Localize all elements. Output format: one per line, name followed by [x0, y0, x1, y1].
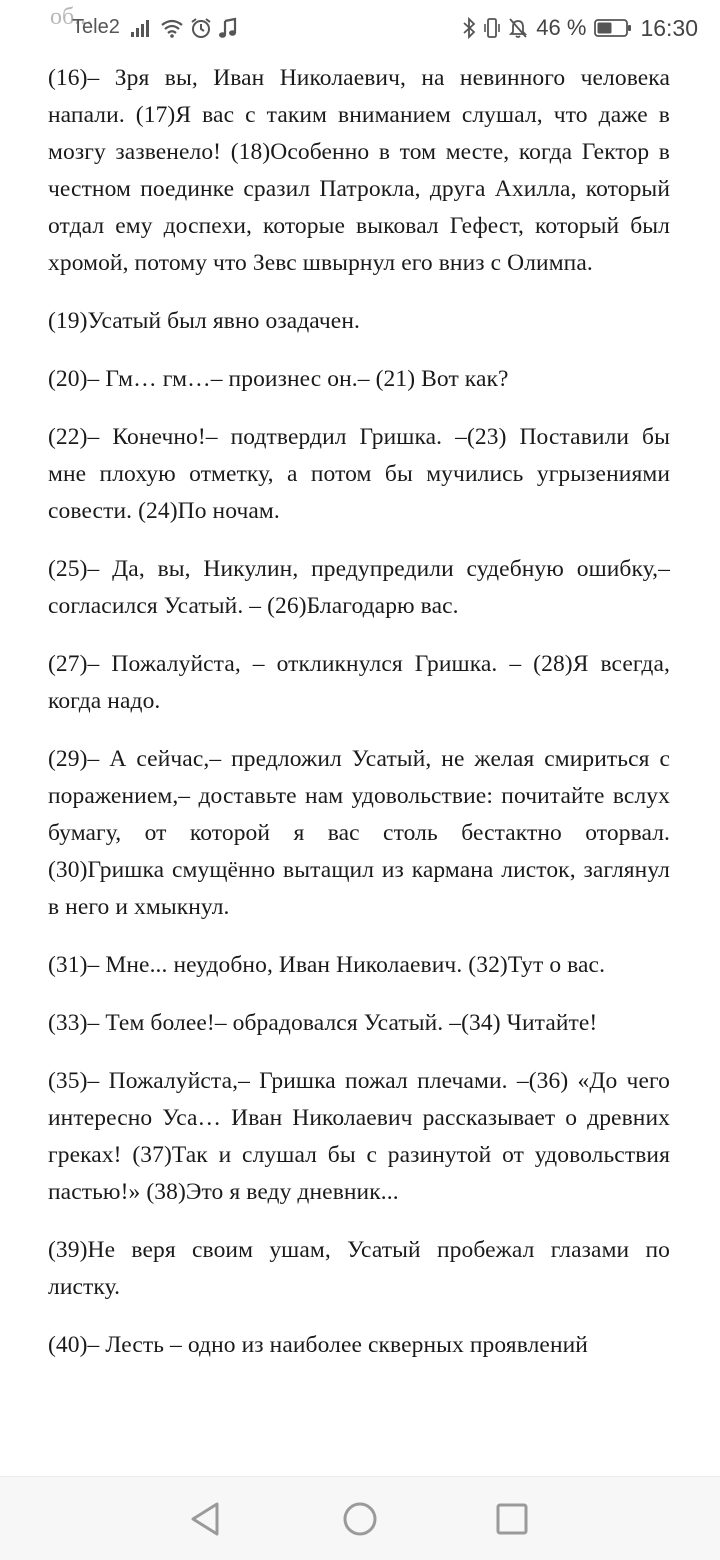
paragraph: (25)– Да, вы, Никулин, предупредили судебную ошибку,– согласился Усатый. – (26)Благодарю вас.: [48, 556, 670, 619]
paragraph: (19)Усатый был явно озадачен.: [48, 308, 360, 334]
alarm-icon: [190, 17, 212, 39]
paragraph: (27)– Пожалуйста, – откликнулся Гришка. – (28)Я всегда, когда надо.: [48, 651, 670, 714]
paragraph: (16)– Зря вы, Иван Николаевич, на невинного человека напали. (17)Я вас с таким вниманием слушал, что даже в мозгу зазвенело! (18)Особенно в том месте, когда Гектор в честном поединке сразил Патрокла, друга Ахилла, который отдал ему доспехи, которые выковал Гефест, который был хромой, потому что Зевс швырнул его вниз с Олимпа.: [48, 65, 670, 276]
paragraph: (29)– А сейчас,– предложил Усатый, не желая смириться с поражением,– доставьте нам удовольствие: почитайте вслух бумагу, от которой я вас столь бестактно оторвал. (30)Гришка смущённо вытащил из кармана листок, заглянул в него и хмыкнул.: [48, 746, 670, 920]
paragraph: (22)– Конечно!– подтвердил Гришка. –(23) Поставили бы мне плохую отметку, а потом бы мучились угрызениями совести. (24)По ночам.: [48, 424, 670, 524]
battery-icon: [594, 18, 632, 38]
navigation-bar: [0, 1476, 720, 1560]
paragraph: (35)– Пожалуйста,– Гришка пожал плечами. –(36) «До чего интересно Уса… Иван Николаевич рассказывает о древних греках! (37)Так и слушал бы с разинутой от удовольствия пастью!» (38)Это я веду дневник...: [48, 1068, 670, 1205]
home-icon: [342, 1501, 378, 1537]
paragraph: (33)– Тем более!– обрадовался Усатый. –(34) Читайте!: [48, 1010, 598, 1036]
signal-icon: [130, 18, 154, 38]
status-bar: [0, 0, 720, 56]
carrier-name: Tele2: [72, 16, 120, 38]
status-ghost-text: об...: [50, 4, 93, 30]
back-button[interactable]: [186, 1499, 226, 1539]
music-icon: [218, 17, 238, 39]
back-icon: [189, 1501, 223, 1537]
vibrate-icon: [484, 17, 500, 39]
paragraph: (39)Не веря своим ушам, Усатый пробежал глазами по листку.: [48, 1237, 670, 1300]
mute-icon: [508, 17, 528, 39]
document-text: [48, 60, 670, 1385]
battery-percent: 46 %: [536, 15, 587, 40]
paragraph: (31)– Мне... неудобно, Иван Николаевич. (32)Тут о вас.: [48, 952, 606, 978]
recents-icon: [495, 1502, 529, 1536]
paragraph: (40)– Лесть – одно из наиболее скверных проявлений: [48, 1332, 588, 1358]
clock-time: 16:30: [640, 14, 698, 41]
recents-button[interactable]: [492, 1499, 532, 1539]
paragraph: (20)– Гм… гм…– произнес он.– (21) Вот как?: [48, 366, 509, 392]
bluetooth-icon: [462, 17, 476, 39]
wifi-icon: [160, 18, 184, 38]
home-button[interactable]: [340, 1499, 380, 1539]
